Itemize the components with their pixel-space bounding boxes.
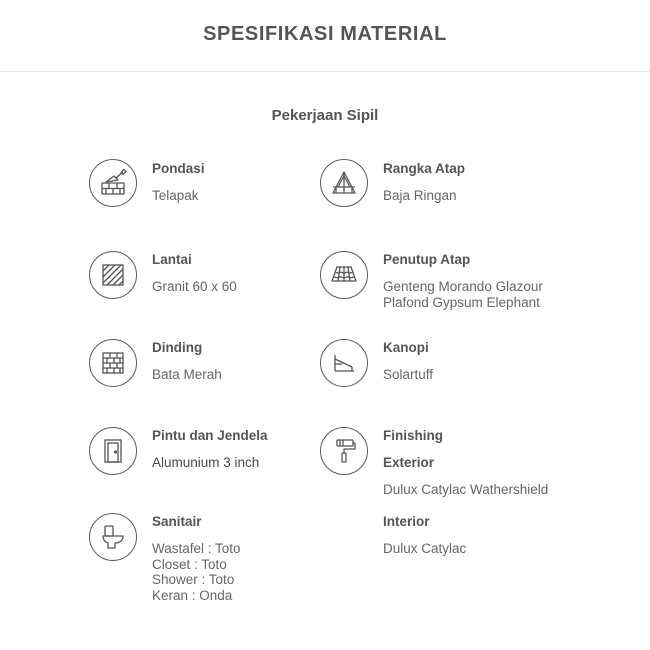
dinding-label: Dinding bbox=[152, 340, 203, 355]
interior-label: Interior bbox=[383, 514, 430, 529]
pintu-jendela-label: Pintu dan Jendela bbox=[152, 428, 268, 443]
sanitair-line: Closet : Toto bbox=[152, 556, 227, 572]
interior-value: Dulux Catylac bbox=[383, 541, 467, 556]
lantai-label: Lantai bbox=[152, 252, 192, 267]
title-bar bbox=[0, 0, 650, 72]
sanitair-label: Sanitair bbox=[152, 514, 202, 529]
section-title: Pekerjaan Sipil bbox=[271, 107, 379, 124]
penutup-atap-line: Plafond Gypsum Elephant bbox=[383, 294, 540, 310]
canopy-icon bbox=[320, 339, 368, 387]
brick-wall-icon bbox=[89, 339, 137, 387]
rangka-atap-label: Rangka Atap bbox=[383, 161, 466, 176]
pondasi-value: Telapak bbox=[152, 188, 199, 203]
floor-tile-icon bbox=[89, 251, 137, 299]
page-title: SPESIFIKASI MATERIAL bbox=[203, 23, 447, 45]
finishing-label: Finishing bbox=[383, 428, 443, 443]
sanitair-value bbox=[152, 541, 241, 603]
penutup-atap-label: Penutup Atap bbox=[383, 252, 471, 267]
pondasi-label: Pondasi bbox=[152, 161, 205, 176]
kanopi-value: Solartuff bbox=[383, 367, 434, 382]
lantai-value: Granit 60 x 60 bbox=[152, 279, 237, 294]
dinding-value: Bata Merah bbox=[152, 367, 222, 382]
pintu-jendela-value: Alumunium 3 inch bbox=[152, 455, 260, 470]
sanitair-line: Shower : Toto bbox=[152, 572, 235, 587]
sanitair-line: Keran : Onda bbox=[152, 587, 233, 603]
sanitair-line: Wastafel : Toto bbox=[152, 541, 241, 556]
rangka-atap-value: Baja Ringan bbox=[383, 188, 457, 203]
penutup-atap-value bbox=[383, 279, 543, 310]
trowel-bricks-icon bbox=[89, 159, 137, 207]
kanopi-label: Kanopi bbox=[383, 340, 429, 355]
toilet-icon bbox=[89, 513, 137, 561]
exterior-value: Dulux Catylac Wathershield bbox=[383, 482, 549, 497]
exterior-label: Exterior bbox=[383, 455, 435, 470]
penutup-atap-line: Genteng Morando Glazour bbox=[383, 279, 543, 294]
paint-roller-icon bbox=[320, 427, 368, 475]
roof-tile-icon bbox=[320, 251, 368, 299]
door-icon bbox=[89, 427, 137, 475]
roof-truss-icon bbox=[320, 159, 368, 207]
